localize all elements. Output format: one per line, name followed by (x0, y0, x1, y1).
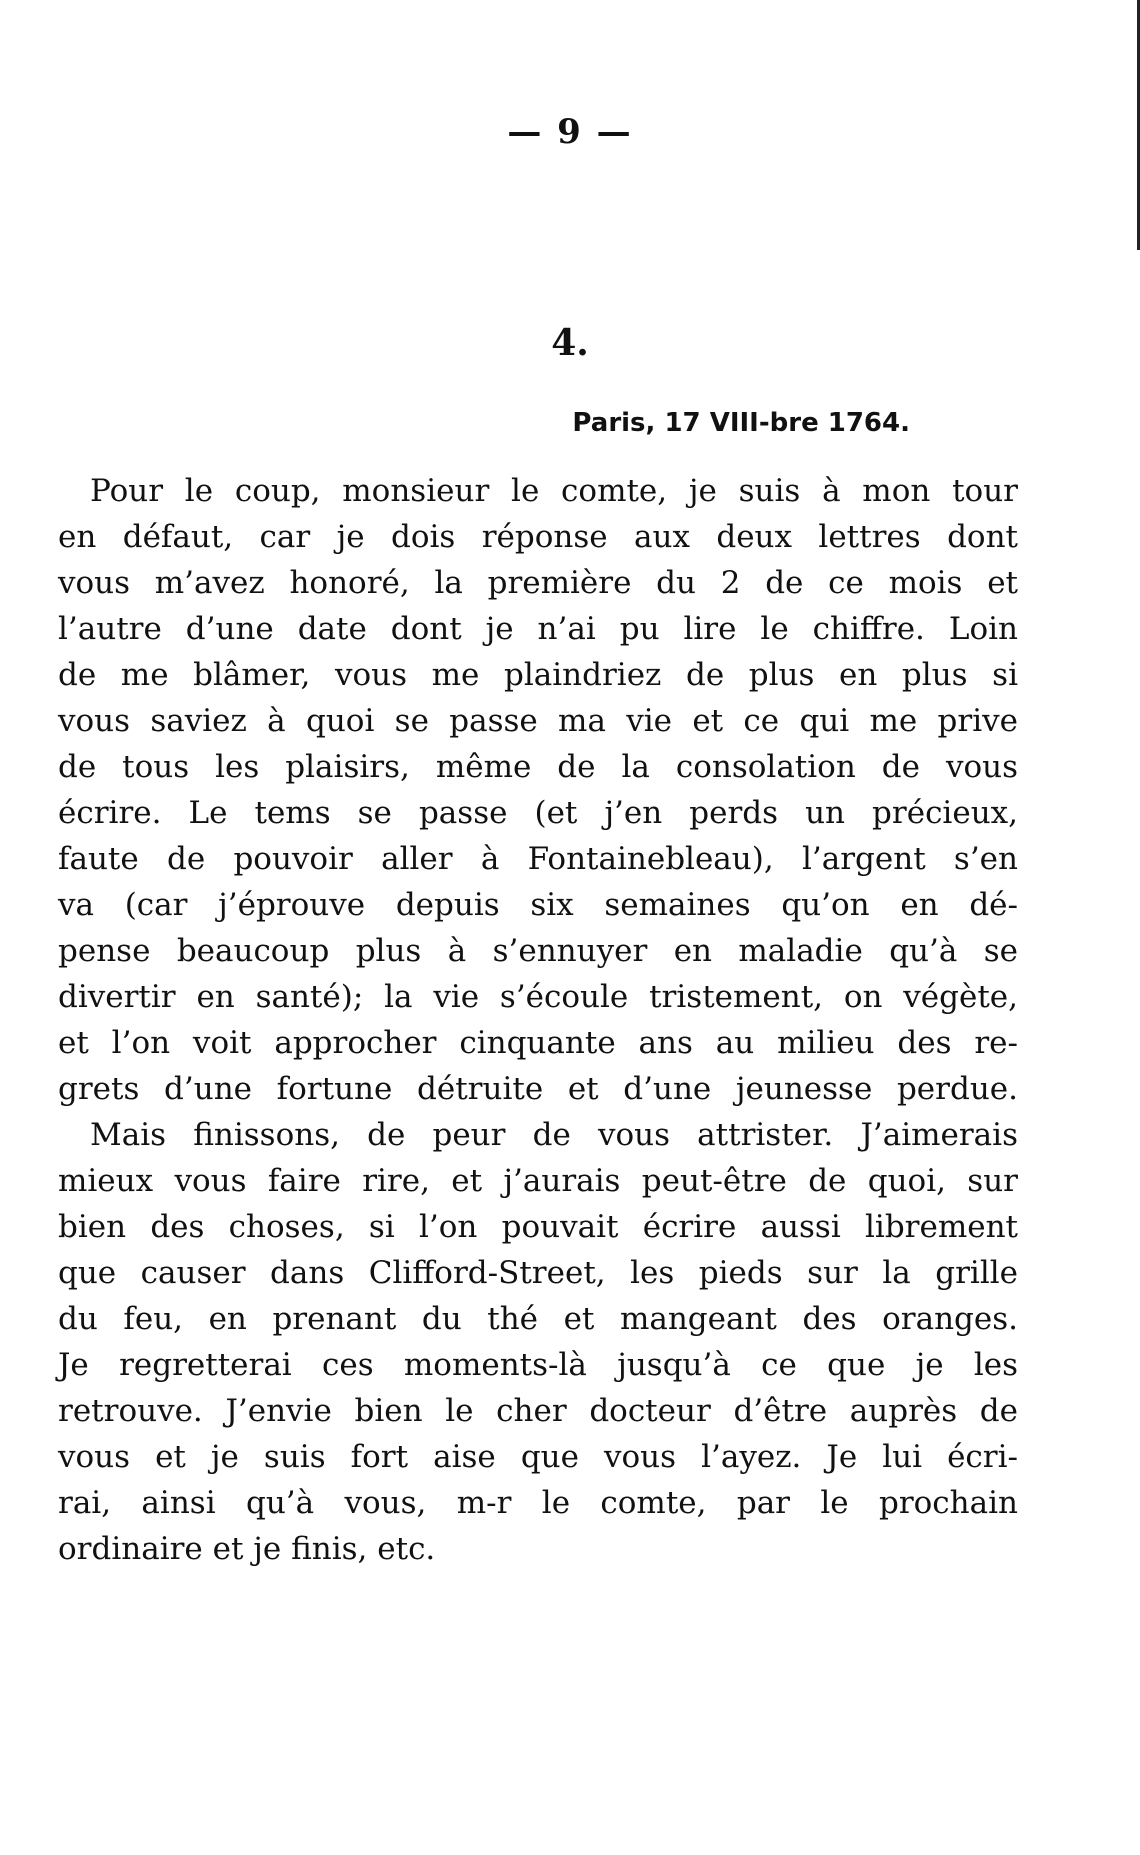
text-line: de tous les plaisirs, même de la consolation de vous (58, 749, 1018, 785)
text-line: vous et je suis fort aise que vous l’ayez. Je lui écri- (58, 1439, 1018, 1475)
letter-body (58, 468, 1018, 1572)
text-line: que causer dans Clifford-Street, les pieds sur la grille (58, 1255, 1018, 1291)
text-line: faute de pouvoir aller à Fontainebleau), l’argent s’en (58, 841, 1018, 877)
text-line: rai, ainsi qu’à vous, m-r le comte, par le prochain (58, 1485, 1018, 1521)
text-line: de me blâmer, vous me plaindriez de plus en plus si (58, 657, 1018, 693)
text-line: Mais finissons, de peur de vous attrister. J’aimerais (90, 1117, 1018, 1153)
text-line: pense beaucoup plus à s’ennuyer en maladie qu’à se (58, 933, 1018, 969)
text-line: et l’on voit approcher cinquante ans au milieu des re- (58, 1025, 1018, 1061)
text-line: grets d’une fortune détruite et d’une jeunesse perdue. (58, 1071, 1018, 1107)
text-line: du feu, en prenant du thé et mangeant des oranges. (58, 1301, 1018, 1337)
text-line: retrouve. J’envie bien le cher docteur d’être auprès de (58, 1393, 1018, 1429)
text-line: en défaut, car je dois réponse aux deux lettres dont (58, 519, 1018, 555)
text-line: écrire. Le tems se passe (et j’en perds un précieux, (58, 795, 1018, 831)
text-line: vous m’avez honoré, la première du 2 de ce mois et (58, 565, 1018, 601)
page-number: — 9 — (507, 112, 633, 152)
text-line: va (car j’éprouve depuis six semaines qu’on en dé- (58, 887, 1018, 923)
text-line: mieux vous faire rire, et j’aurais peut-être de quoi, sur (58, 1163, 1018, 1199)
letter-number: 4. (551, 322, 589, 364)
text-line: Je regretterai ces moments-là jusqu’à ce que je les (58, 1347, 1018, 1383)
text-line: Pour le coup, monsieur le comte, je suis à mon tour (90, 473, 1018, 509)
text-line: vous saviez à quoi se passe ma vie et ce qui me prive (58, 703, 1018, 739)
text-line: ordinaire et je finis, etc. (58, 1531, 436, 1567)
text-line: l’autre d’une date dont je n’ai pu lire le chiffre. Loin (58, 611, 1018, 647)
dateline: Paris, 17 VIII-bre 1764. (572, 408, 910, 438)
text-line: divertir en santé); la vie s’écoule tristement, on végète, (58, 979, 1018, 1015)
text-line: bien des choses, si l’on pouvait écrire aussi librement (58, 1209, 1018, 1245)
